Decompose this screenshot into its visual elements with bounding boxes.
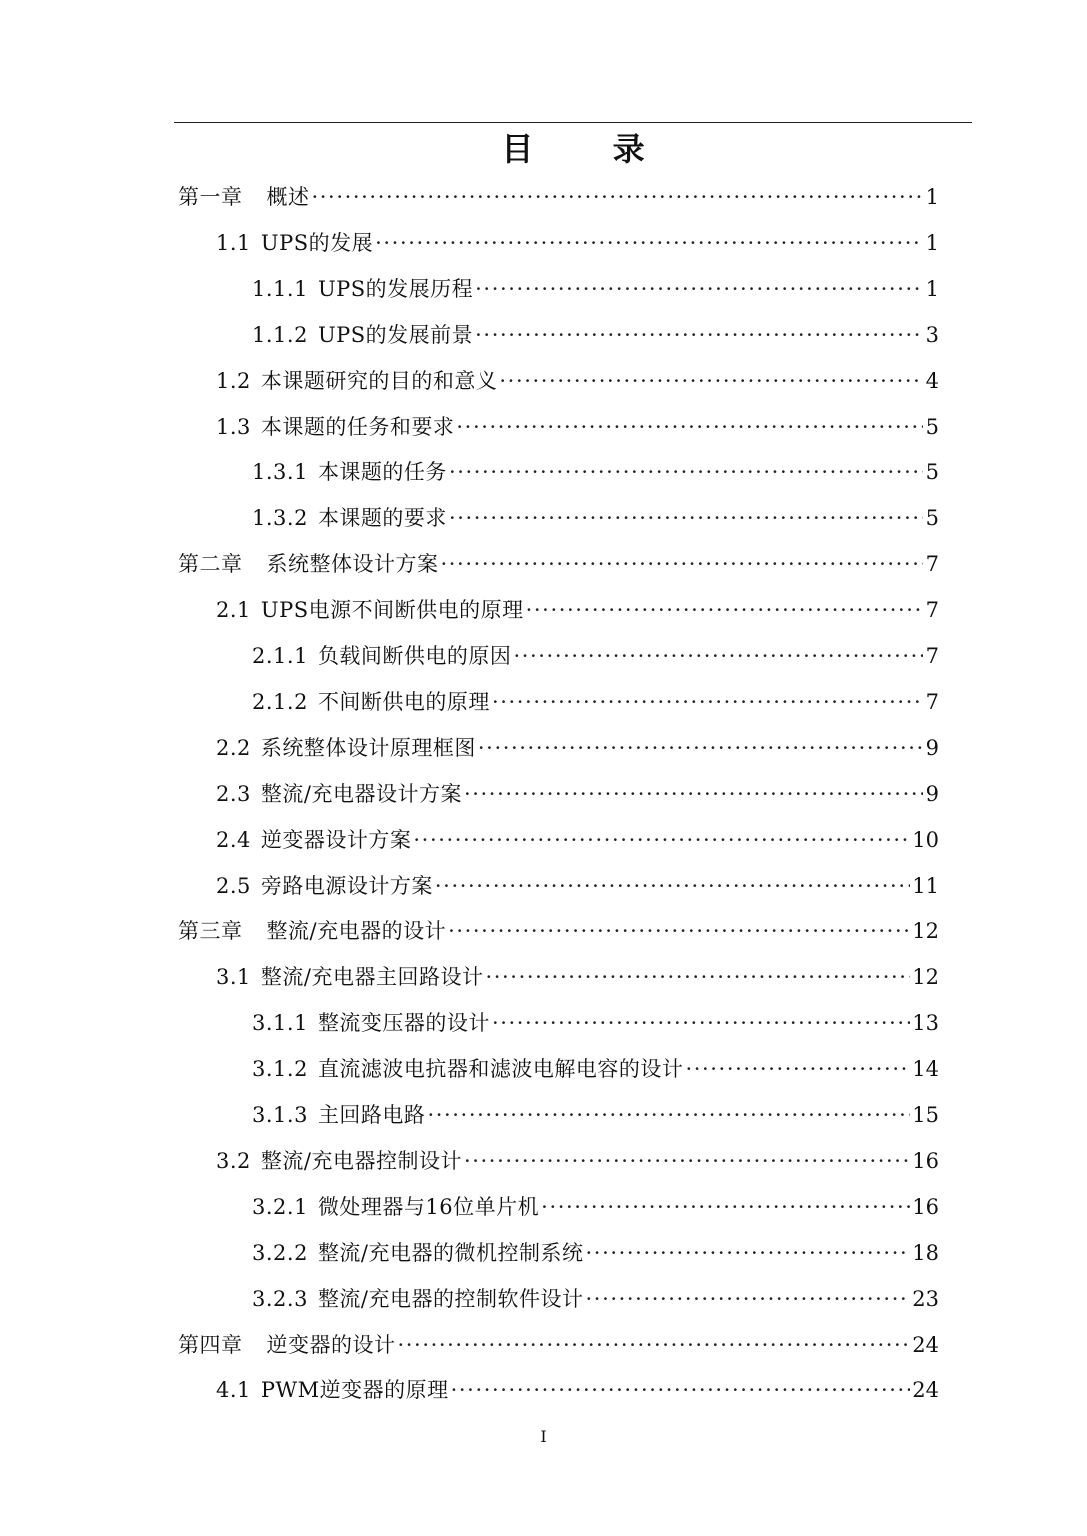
toc-dot-leader	[685, 1052, 910, 1086]
toc-entry-page: 1	[925, 230, 939, 255]
toc-entry-number: 2.2	[216, 735, 251, 760]
toc-entry-label	[252, 1098, 425, 1132]
toc-entry-label	[252, 1006, 490, 1040]
toc-entry-label	[216, 1373, 449, 1407]
toc-dot-leader	[499, 364, 923, 398]
toc-entry-number: 1.1.1	[252, 276, 308, 301]
toc-entry-page: 14	[912, 1057, 939, 1082]
toc-dot-leader	[375, 226, 923, 260]
toc-entry[interactable]	[216, 960, 939, 994]
toc-dot-leader	[492, 1006, 910, 1040]
toc-entry-label	[252, 455, 447, 489]
toc-dot-leader	[586, 1282, 911, 1316]
toc-dot-leader	[448, 914, 910, 948]
toc-dot-leader	[541, 1190, 910, 1224]
toc-entry-page: 18	[912, 1240, 939, 1265]
toc-entry-number: 3.2.3	[252, 1286, 308, 1311]
toc-entry-text: 不间断供电的原理	[317, 689, 490, 714]
toc-entry-text: 整流/充电器的设计	[266, 919, 447, 944]
toc-entry-label	[178, 180, 310, 214]
toc-title: 目 录	[501, 130, 679, 168]
toc-entry-text: 负载间断供电的原因	[317, 644, 512, 668]
toc-entry[interactable]	[216, 226, 939, 260]
toc-entry-text: 整流/充电器设计方案	[260, 781, 462, 806]
toc-entry-text: 微处理器与16位单片机	[317, 1194, 540, 1219]
toc-entry-text: 整流/充电器的微机控制系统	[317, 1240, 584, 1265]
toc-entry[interactable]	[216, 823, 939, 857]
toc-entry-label	[216, 731, 476, 765]
toc-entry-label	[216, 410, 454, 444]
toc-entry[interactable]	[252, 639, 939, 673]
toc-entry-label	[216, 960, 483, 994]
toc-entry-label	[252, 1282, 584, 1316]
toc-entry-number: 1.3.1	[252, 460, 308, 485]
toc-dot-leader	[485, 960, 910, 994]
toc-entry[interactable]	[252, 1282, 939, 1316]
toc-entry-label	[216, 777, 462, 811]
toc-entry-page: 5	[925, 460, 939, 485]
toc-dot-leader	[451, 1373, 911, 1407]
toc-entry-text: UPS的发展	[260, 230, 374, 255]
toc-dot-leader	[464, 1144, 910, 1178]
toc-entry-number: 第四章	[178, 1332, 243, 1357]
toc-entry-number: 第二章	[178, 552, 243, 577]
toc-entry[interactable]	[216, 593, 939, 627]
toc-entry-number: 第一章	[178, 185, 243, 209]
toc-entry-text: 本课题的要求	[317, 506, 447, 531]
toc-entry-number: 3.1.1	[252, 1011, 308, 1036]
toc-entry-label	[252, 272, 473, 306]
toc-entry-text: 旁路电源设计方案	[260, 873, 433, 898]
toc-entry-page: 7	[925, 644, 939, 668]
toc-entry[interactable]	[252, 1098, 939, 1132]
toc-entry[interactable]	[216, 869, 939, 903]
toc-dot-leader	[475, 272, 923, 306]
toc-dot-leader	[513, 639, 923, 673]
toc-entry[interactable]	[252, 1236, 939, 1270]
toc-entry[interactable]	[216, 364, 939, 398]
toc-entry[interactable]	[252, 272, 939, 306]
toc-entry[interactable]	[178, 547, 939, 581]
toc-entry-page: 3	[925, 322, 939, 347]
toc-entry-text: 直流滤波电抗器和滤波电解电容的设计	[317, 1057, 684, 1082]
toc-entry[interactable]	[178, 914, 939, 948]
toc-dot-leader	[475, 318, 923, 352]
toc-entry-page: 11	[912, 873, 939, 898]
toc-entry-number: 1.3	[216, 414, 251, 439]
toc-entry-text: 概述	[266, 185, 310, 209]
toc-entry[interactable]	[216, 1373, 939, 1407]
toc-entry-label	[252, 318, 473, 352]
toc-entry[interactable]	[252, 1006, 939, 1040]
toc-dot-leader	[586, 1236, 911, 1270]
toc-dot-leader	[312, 180, 924, 214]
toc-entry-page: 23	[912, 1286, 939, 1311]
toc-entry-number: 第三章	[178, 919, 243, 944]
toc-entry[interactable]	[252, 1052, 939, 1086]
toc-entry-page: 1	[925, 185, 939, 209]
toc-entry-text: 本课题的任务和要求	[260, 414, 455, 439]
toc-entry-label	[252, 1190, 539, 1224]
toc-dot-leader	[449, 501, 923, 535]
toc-entry-text: 系统整体设计原理框图	[260, 735, 476, 760]
toc-entry-page: 5	[925, 414, 939, 439]
toc-entry-number: 2.5	[216, 873, 251, 898]
toc-entry-text: 整流/充电器主回路设计	[260, 965, 484, 990]
toc-entry-text: 本课题研究的目的和意义	[260, 368, 498, 393]
toc-entry[interactable]	[216, 1144, 939, 1178]
toc-entry-number: 3.2.1	[252, 1194, 308, 1219]
toc-dot-leader	[413, 823, 910, 857]
toc-entry[interactable]	[252, 685, 939, 719]
toc-dot-leader	[478, 731, 923, 765]
toc-entry-label	[178, 547, 439, 581]
toc-entry-page: 24	[912, 1378, 939, 1403]
toc-dot-leader	[427, 1098, 910, 1132]
toc-entry-label	[216, 869, 433, 903]
toc-entry-text: UPS电源不间断供电的原理	[260, 598, 524, 623]
toc-entry-number: 3.1	[216, 965, 251, 990]
toc-entry-number: 3.2.2	[252, 1240, 308, 1265]
toc-entry-text: 整流变压器的设计	[317, 1011, 490, 1036]
toc-entry-number: 1.1	[216, 230, 251, 255]
toc-entry-text: UPS的发展前景	[317, 322, 474, 347]
toc-entry[interactable]	[252, 1190, 939, 1224]
toc-entry-text: UPS的发展历程	[317, 276, 474, 301]
toc-entry[interactable]	[252, 501, 939, 535]
toc-entry-text: 逆变器的设计	[266, 1332, 396, 1357]
toc-entry[interactable]	[252, 318, 939, 352]
toc-entry-page: 12	[912, 965, 939, 990]
toc-dot-leader	[398, 1328, 911, 1362]
toc-entry-number: 4.1	[216, 1378, 251, 1403]
toc-entry-label	[216, 226, 373, 260]
toc-entry-page: 9	[925, 735, 939, 760]
toc-dot-leader	[435, 869, 910, 903]
toc-entry-page: 1	[925, 276, 939, 301]
toc-entry-number: 2.1	[216, 598, 251, 623]
toc-entry-page: 24	[912, 1332, 939, 1357]
toc-entry[interactable]	[216, 410, 939, 444]
toc-entry-number: 2.1.1	[252, 644, 308, 668]
toc-entry[interactable]	[252, 455, 939, 489]
toc-dot-leader	[456, 410, 923, 444]
toc-entry-number: 3.2	[216, 1148, 251, 1173]
toc-entry[interactable]	[216, 731, 939, 765]
toc-entry-label	[216, 1144, 462, 1178]
toc-entry-page: 7	[925, 552, 939, 577]
toc-entry-text: 逆变器设计方案	[260, 827, 412, 852]
toc-entry-text: 主回路电路	[317, 1103, 426, 1127]
toc-entry-label	[178, 1328, 396, 1362]
toc-entry-page: 7	[925, 689, 939, 714]
toc-entry-number: 1.2	[216, 368, 251, 393]
toc-entry-page: 5	[925, 506, 939, 531]
toc-entry-label	[178, 914, 446, 948]
footer-page-number: I	[540, 1427, 547, 1446]
toc-entry-page: 16	[912, 1194, 939, 1219]
toc-entry-page: 13	[912, 1011, 939, 1036]
toc-entry-text: 整流/充电器控制设计	[260, 1148, 462, 1173]
toc-entry-label	[216, 593, 524, 627]
toc-entry-number: 1.1.2	[252, 322, 308, 347]
toc-entry-text: 本课题的任务	[317, 460, 447, 485]
toc-dot-leader	[449, 455, 923, 489]
toc-entry-page: 9	[925, 781, 939, 806]
toc-entry-label	[252, 1052, 683, 1086]
toc-entry-label	[216, 364, 497, 398]
toc-entry-page: 15	[912, 1103, 939, 1127]
toc-entry-number: 3.1.2	[252, 1057, 308, 1082]
toc-entry-label	[216, 823, 411, 857]
toc-dot-leader	[441, 547, 924, 581]
toc-entry-label	[252, 685, 490, 719]
toc-entry-label	[252, 1236, 584, 1270]
toc-entry-number: 2.3	[216, 781, 251, 806]
toc-entry[interactable]	[216, 777, 939, 811]
toc-entry-text: 系统整体设计方案	[266, 552, 439, 577]
toc-dot-leader	[492, 685, 923, 719]
toc-entry-page: 12	[912, 919, 939, 944]
toc-entry-number: 2.1.2	[252, 689, 308, 714]
toc-entry-text: 整流/充电器的控制软件设计	[317, 1286, 584, 1311]
toc-entry[interactable]	[178, 1328, 939, 1362]
toc-entry-page: 10	[912, 827, 939, 852]
toc-entry-page: 16	[912, 1148, 939, 1173]
toc-entry-number: 3.1.3	[252, 1103, 308, 1127]
toc-entry-label	[252, 501, 447, 535]
toc-entry-page: 7	[925, 598, 939, 623]
toc-entry-page: 4	[925, 368, 939, 393]
toc-entry-text: PWM逆变器的原理	[260, 1378, 449, 1403]
toc-entry-number: 1.3.2	[252, 506, 308, 531]
toc-dot-leader	[464, 777, 923, 811]
toc-entry-label	[252, 639, 511, 673]
toc-entry-number: 2.4	[216, 827, 251, 852]
toc-dot-leader	[526, 593, 923, 627]
toc-entry[interactable]	[178, 180, 939, 214]
